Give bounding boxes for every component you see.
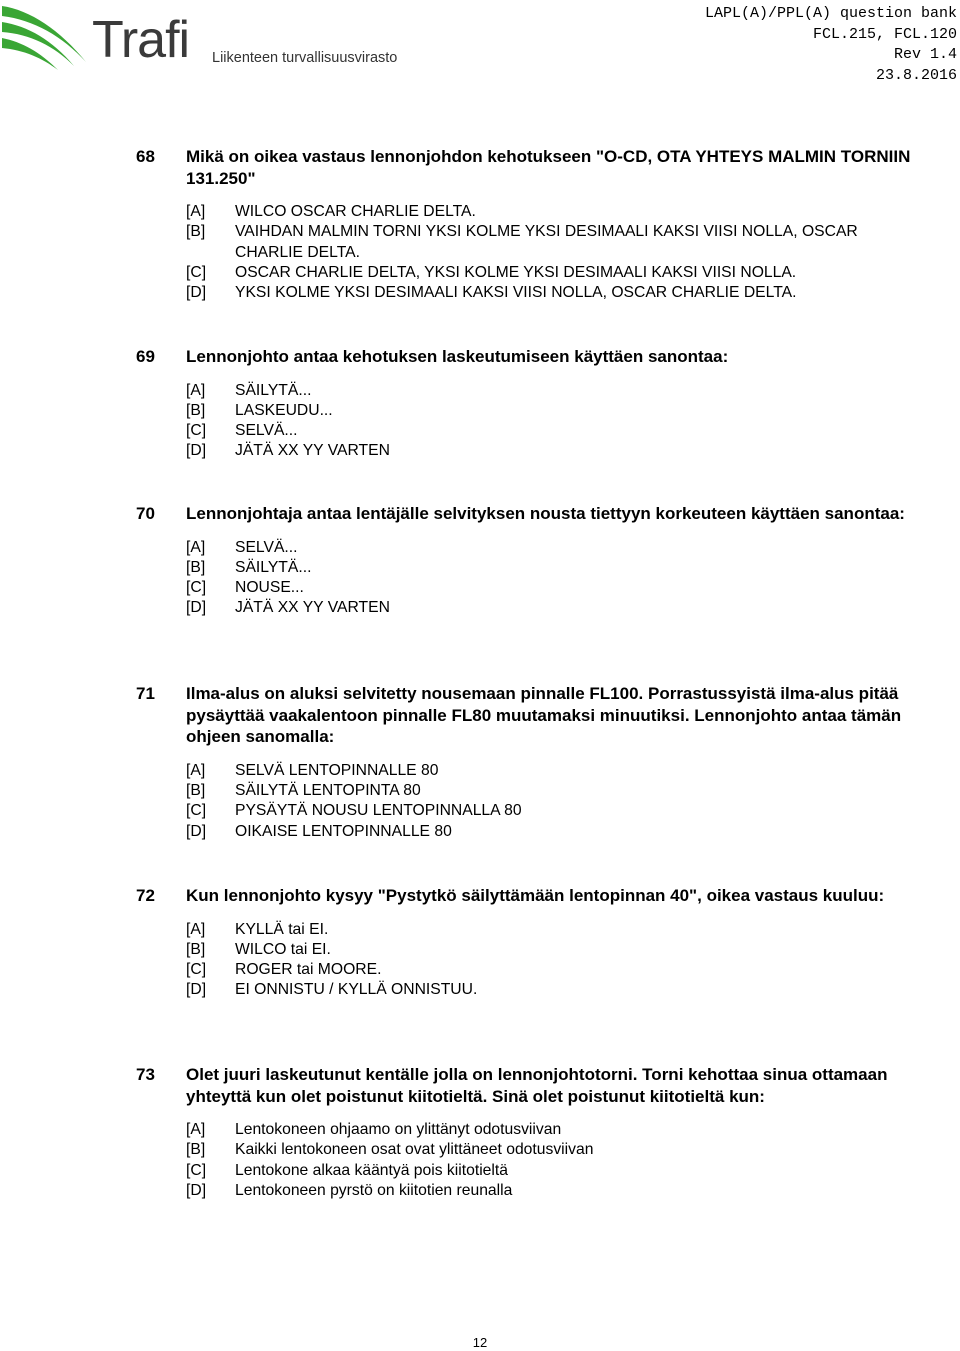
answer-option	[186, 263, 916, 283]
answer-option	[186, 1140, 916, 1160]
question-number: 68	[136, 147, 155, 166]
option-text: Lentokone alkaa kääntyä pois kiitotieltä	[235, 1161, 508, 1179]
header-meta	[705, 4, 957, 86]
option-label: [B]	[186, 940, 206, 958]
question-number: 70	[136, 504, 155, 523]
option-label: [B]	[186, 782, 206, 800]
option-label: [D]	[186, 822, 207, 840]
question-text: Mikä on oikea vastaus lennonjohdon kehotukseen "O-CD, OTA YHTEYS MALMIN TORNIIN 131.250"	[186, 147, 911, 188]
logo-wordmark: Trafi	[92, 11, 190, 69]
answer-option	[186, 558, 916, 578]
option-text: LASKEUDU...	[235, 401, 333, 419]
question-number: 73	[136, 1065, 155, 1084]
option-text: OSCAR CHARLIE DELTA, YKSI KOLME YKSI DESIMAALI KAKSI VIISI NOLLA.	[235, 264, 797, 282]
option-text: WILCO OSCAR CHARLIE DELTA.	[235, 203, 476, 221]
option-label: [D]	[186, 284, 207, 302]
option-text: SÄILYTÄ...	[235, 558, 312, 576]
option-label: [B]	[186, 401, 206, 419]
option-label: [C]	[186, 961, 207, 979]
answer-option	[186, 381, 916, 401]
option-text: KYLLÄ tai EI.	[235, 920, 329, 938]
option-label: [A]	[186, 203, 206, 221]
answer-option	[186, 1120, 916, 1140]
option-label: [D]	[186, 442, 207, 460]
question-71	[136, 683, 916, 842]
option-text: JÄTÄ XX YY VARTEN	[235, 442, 390, 460]
option-text: JÄTÄ XX YY VARTEN	[235, 599, 390, 617]
answer-option	[186, 801, 916, 821]
option-label: [A]	[186, 381, 206, 399]
option-text: Lentokoneen pyrstö on kiitotien reunalla	[235, 1182, 513, 1200]
question-73	[136, 1064, 916, 1201]
question-number: 69	[136, 347, 155, 366]
option-label: [A]	[186, 761, 206, 779]
option-text: SÄILYTÄ...	[235, 381, 312, 399]
page-number: 12	[472, 1335, 488, 1350]
option-text: PYSÄYTÄ NOUSU LENTOPINNALLA 80	[235, 802, 522, 820]
question-text: Olet juuri laskeutunut kentälle jolla on lennonjohtotorni. Torni kehottaa sinua ottamaan yhteyttä kun olet poistunut kiitotieltä. Sinä olet poistunut kiitotieltä kun:	[186, 1065, 888, 1106]
meta-line: LAPL(A)/PPL(A) question bank	[704, 5, 957, 22]
question-number: 71	[136, 684, 155, 703]
option-label: [C]	[186, 579, 207, 597]
answer-options	[186, 381, 916, 462]
option-label: [D]	[186, 599, 207, 617]
answer-option	[186, 940, 916, 960]
option-label: [B]	[186, 558, 206, 576]
page-header	[0, 0, 960, 84]
answer-option	[186, 920, 916, 940]
option-label: [A]	[186, 920, 206, 938]
logo-subtitle: Liikenteen turvallisuusvirasto	[212, 50, 398, 66]
meta-line: Rev 1.4	[893, 46, 957, 63]
option-label: [C]	[186, 422, 207, 440]
question-text: Ilma-alus on aluksi selvitetty nousemaan pinnalle FL100. Porrastussyistä ilma-alus pitää pysäyttää vaakalentoon pinnalle FL80 muutamaksi minuutiksi. Lennonjohto antaa tämän ohjeen sanomalla:	[186, 684, 902, 747]
option-text: VAIHDAN MALMIN TORNI YKSI KOLME YKSI DESIMAALI KAKSI VIISI NOLLA, OSCAR CHARLIE DELTA.	[235, 223, 858, 261]
trafi-logo	[0, 0, 410, 80]
answer-option	[186, 283, 916, 303]
option-text: SELVÄ LENTOPINNALLE 80	[235, 761, 439, 779]
answer-option	[186, 538, 916, 558]
option-label: [A]	[186, 538, 206, 556]
option-text: WILCO tai EI.	[235, 940, 331, 958]
option-label: [D]	[186, 981, 207, 999]
meta-line: FCL.215, FCL.120	[812, 25, 957, 43]
answer-option	[186, 202, 916, 222]
swoosh-icon	[0, 0, 90, 80]
answer-option	[186, 960, 916, 980]
option-label: [D]	[186, 1182, 207, 1200]
option-label: [B]	[186, 1141, 206, 1159]
answer-option	[186, 761, 916, 781]
option-text: EI ONNISTU / KYLLÄ ONNISTUU.	[235, 981, 478, 999]
answer-option	[186, 222, 916, 263]
option-text: OIKAISE LENTOPINNALLE 80	[235, 822, 452, 840]
answer-option	[186, 598, 916, 618]
question-text: Lennonjohto antaa kehotuksen laskeutumiseen käyttäen sanontaa:	[186, 347, 729, 366]
answer-option	[186, 781, 916, 801]
option-label: [C]	[186, 1161, 207, 1179]
question-68	[136, 146, 916, 304]
answer-option	[186, 441, 916, 461]
answer-option	[186, 1181, 916, 1201]
answer-option	[186, 980, 916, 1000]
option-text: SELVÄ...	[235, 422, 298, 440]
option-text: ROGER tai MOORE.	[235, 961, 382, 979]
question-72	[136, 885, 916, 1001]
answer-options	[186, 761, 916, 842]
option-label: [A]	[186, 1121, 206, 1139]
answer-option	[186, 1161, 916, 1181]
question-number: 72	[136, 886, 155, 905]
question-69	[136, 346, 916, 462]
answer-option	[186, 578, 916, 598]
option-text: Kaikki lentokoneen osat ovat ylittäneet odotusviivan	[235, 1141, 594, 1159]
answer-option	[186, 401, 916, 421]
answer-options	[186, 202, 916, 303]
option-text: SÄILYTÄ LENTOPINTA 80	[235, 782, 421, 800]
answer-option	[186, 822, 916, 842]
option-text: NOUSE...	[235, 579, 304, 597]
option-text: SELVÄ...	[235, 538, 298, 556]
option-label: [B]	[186, 223, 206, 241]
option-text: Lentokoneen ohjaamo on ylittänyt odotusviivan	[235, 1121, 562, 1139]
answer-option	[186, 421, 916, 441]
question-text: Kun lennonjohto kysyy "Pystytkö säilyttämään lentopinnan 40", oikea vastaus kuuluu:	[186, 886, 885, 905]
option-label: [C]	[186, 802, 207, 820]
question-text: Lennonjohtaja antaa lentäjälle selvityksen nousta tiettyyn korkeuteen käyttäen sanontaa:	[186, 504, 905, 523]
option-label: [C]	[186, 264, 207, 282]
question-70	[136, 503, 916, 619]
meta-line: 23.8.2016	[875, 66, 957, 84]
answer-options	[186, 920, 916, 1001]
option-text: YKSI KOLME YKSI DESIMAALI KAKSI VIISI NOLLA, OSCAR CHARLIE DELTA.	[235, 284, 797, 302]
answer-options	[186, 538, 916, 619]
answer-options	[186, 1120, 916, 1201]
